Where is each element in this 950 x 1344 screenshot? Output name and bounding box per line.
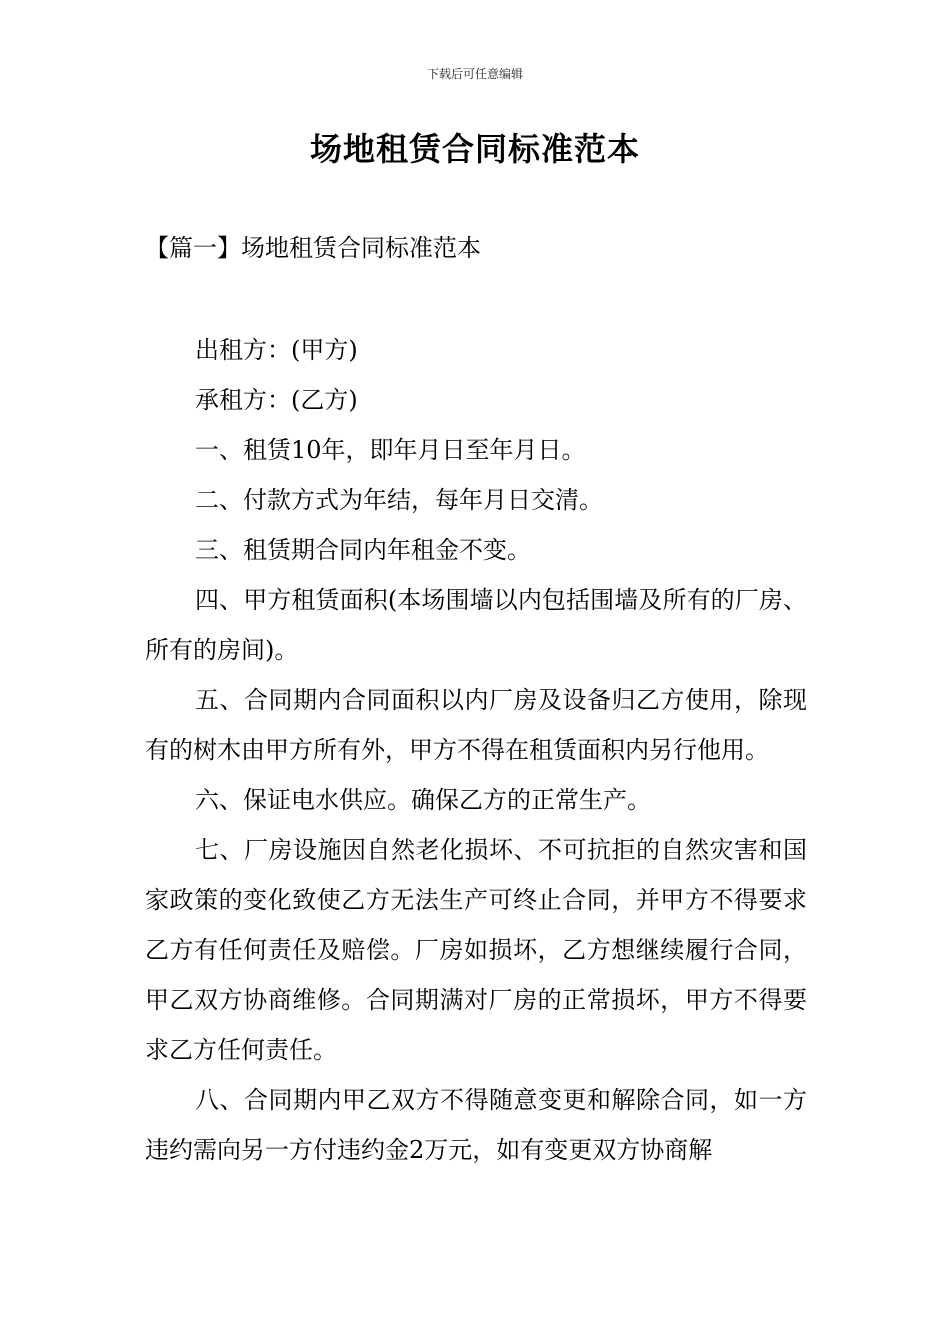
party-lessee: 承租方：(乙方) <box>195 386 358 414</box>
clause-2: 二、付款方式为年结，每年月日交清。 <box>195 486 603 514</box>
clause-8: 八、合同期内甲乙双方不得随意变更和解除合同，如一方违约需向另一方付违约金2万元，如有变更双方协商解 <box>145 1086 807 1164</box>
party-lessor: 出租方：(甲方) <box>195 336 358 364</box>
clause-1: 一、租赁10年，即年月日至年月日。 <box>195 436 586 464</box>
section-heading: 【篇一】场地租赁合同标准范本 <box>145 234 481 262</box>
clause-3: 三、租赁期合同内年租金不变。 <box>195 536 531 564</box>
clause-5: 五、合同期内合同面积以内厂房及设备归乙方使用，除现有的树木由甲方所有外，甲方不得在租赁面积内另行他用。 <box>145 686 807 764</box>
document-body <box>145 325 807 1175</box>
clause-6: 六、保证电水供应。确保乙方的正常生产。 <box>195 786 651 814</box>
document-title: 场地租赁合同标准范本 <box>309 130 640 168</box>
clause-4: 四、甲方租赁面积(本场围墙以内包括围墙及所有的厂房、所有的房间)。 <box>145 586 807 664</box>
clause-7: 七、厂房设施因自然老化损坏、不可抗拒的自然灾害和国家政策的变化致使乙方无法生产可终止合同，并甲方不得要求乙方有任何责任及赔偿。厂房如损坏，乙方想继续履行合同，甲乙双方协商维修。合同期满对厂房的正常损坏，甲方不得要求乙方任何责任。 <box>145 836 807 1064</box>
page-header-note: 下载后可任意编辑 <box>426 67 523 81</box>
